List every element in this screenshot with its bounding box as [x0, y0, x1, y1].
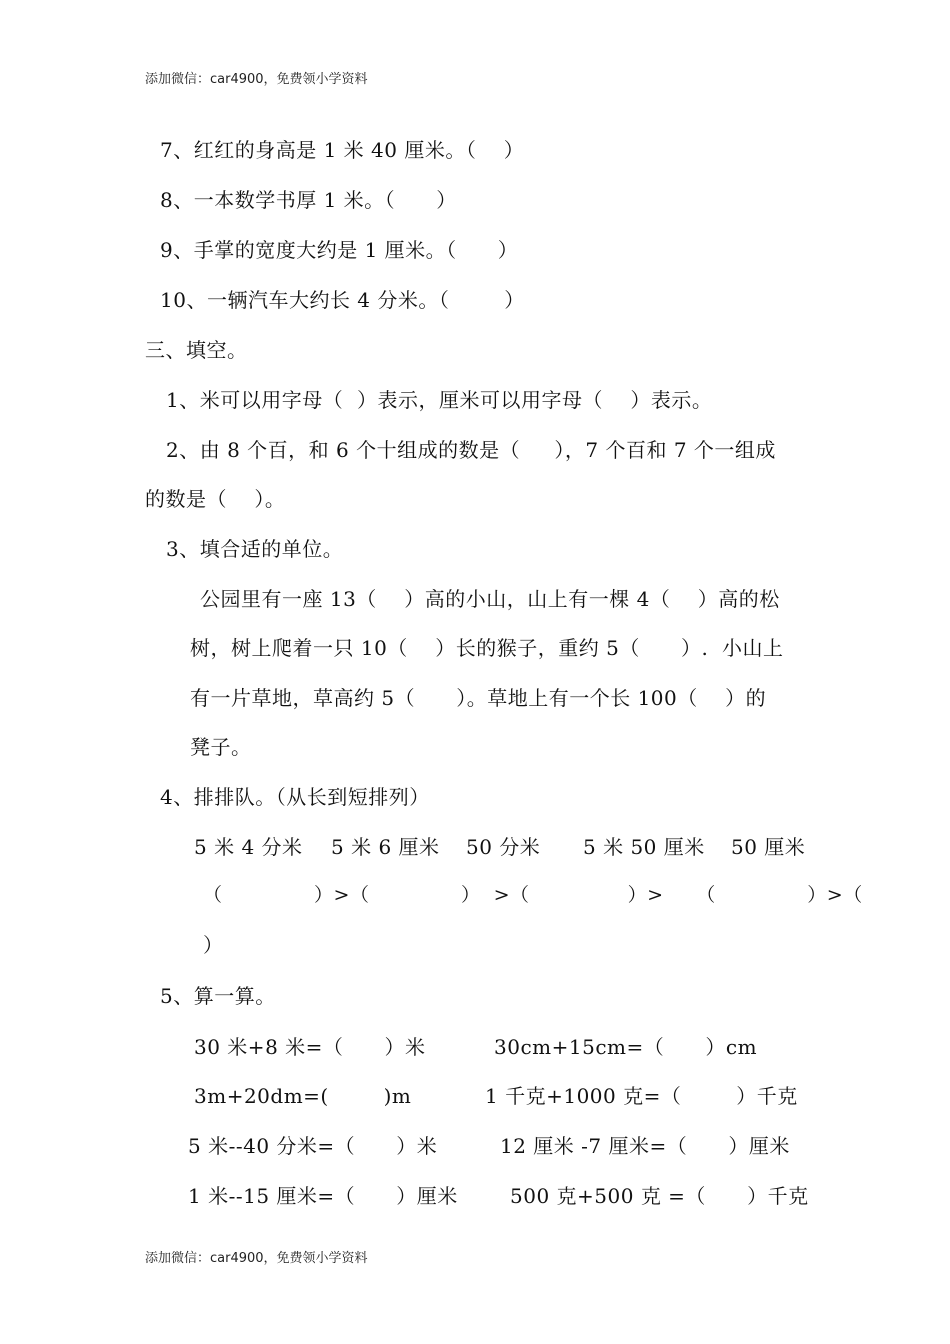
calc-item: 5 米--40 分米=（ ）米 [188, 1134, 438, 1158]
calc-item: 30cm+15cm=（ ）cm [494, 1035, 758, 1059]
fill-item-1: 1、米可以用字母（ ）表示，厘米可以用字母（ ）表示。 [166, 388, 713, 412]
footer-note: 添加微信：car4900，免费领小学资料 [145, 1251, 368, 1266]
fill-item-2-line1: 2、由 8 个百，和 6 个十组成的数是（ ），7 个百和 7 个一组成 [166, 438, 776, 462]
order-blanks-close: ） [203, 933, 224, 957]
judge-item-9: 9、手掌的宽度大约是 1 厘米。（ ） [160, 238, 519, 262]
fill-item-5-title: 5、算一算。 [160, 984, 276, 1008]
judge-item-8: 8、一本数学书厚 1 米。（ ） [160, 188, 457, 212]
section-heading-fill: 三、填空。 [145, 338, 248, 362]
judge-item-7: 7、红红的身高是 1 米 40 厘米。（ ） [160, 138, 525, 162]
length-option-5: 50 厘米 [731, 835, 806, 859]
fill-item-3-title: 3、填合适的单位。 [166, 537, 344, 561]
calc-item: 1 米--15 厘米=（ ）厘米 [188, 1184, 458, 1208]
calc-item: 3m+20dm=( )m [194, 1084, 412, 1108]
length-option-3: 50 分米 [466, 835, 541, 859]
header-note: 添加微信：car4900，免费领小学资料 [145, 72, 368, 87]
calc-item: 1 千克+1000 克=（ ）千克 [485, 1084, 798, 1108]
fill-item-3-line1: 公园里有一座 13（ ）高的小山，山上有一棵 4（ ）高的松 [200, 587, 780, 611]
fill-item-3-line2: 树，树上爬着一只 10（ ）长的猴子，重约 5（ ）. 小山上 [190, 636, 784, 660]
length-option-1: 5 米 4 分米 [194, 835, 303, 859]
length-option-4: 5 米 50 厘米 [583, 835, 705, 859]
calc-item: 500 克+500 克 =（ ）千克 [510, 1184, 809, 1208]
fill-item-2-line2: 的数是（ ）。 [145, 487, 286, 511]
fill-item-3-line4: 凳子。 [190, 735, 252, 759]
calc-item: 12 厘米 -7 厘米=（ ）厘米 [500, 1134, 790, 1158]
calc-item: 30 米+8 米=（ ）米 [194, 1035, 426, 1059]
fill-item-4-title: 4、排排队。（从长到短排列） [160, 785, 430, 809]
fill-item-3-line3: 有一片草地，草高约 5（ ）。草地上有一个长 100（ ）的 [190, 686, 767, 710]
judge-item-10: 10、一辆汽车大约长 4 分米。（ ） [160, 288, 525, 312]
order-blanks: （ ）>（ ） >（ ）> （ ）>（ [203, 884, 863, 906]
length-option-2: 5 米 6 厘米 [331, 835, 440, 859]
